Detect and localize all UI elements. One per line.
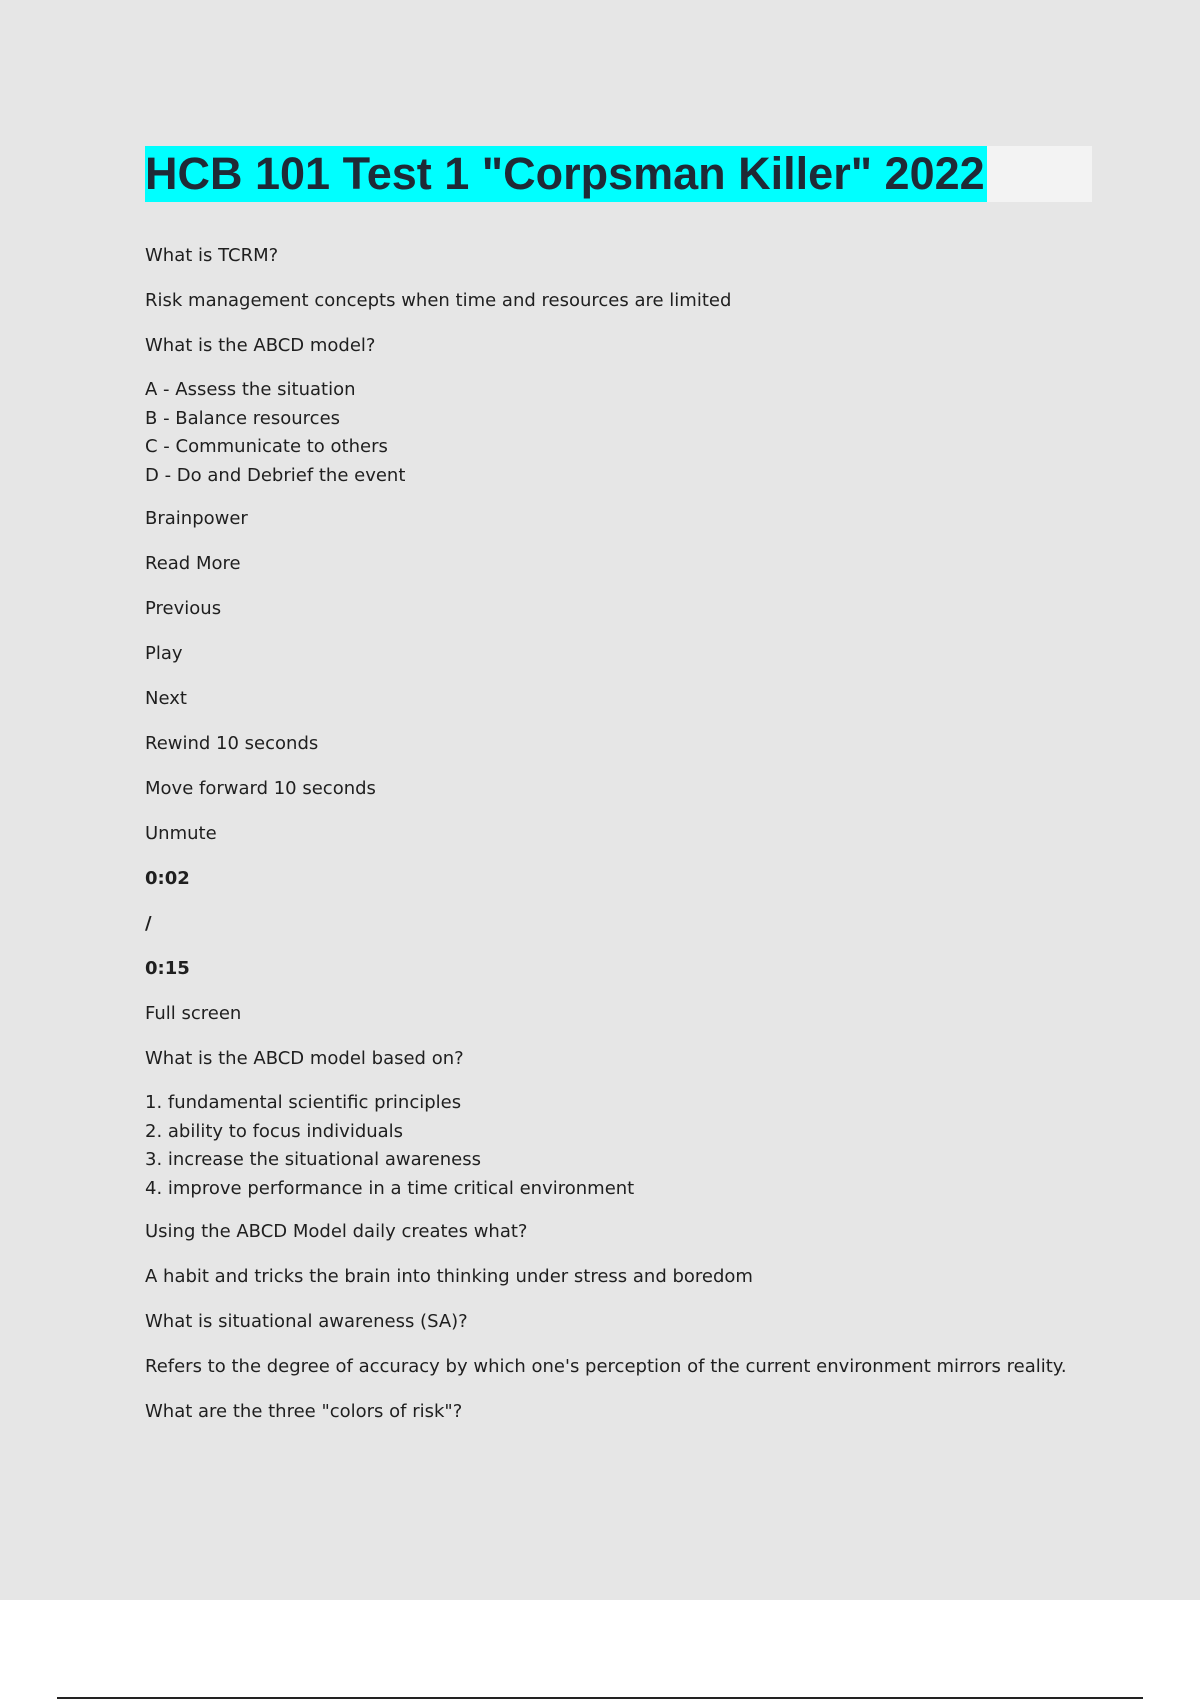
answer-list-item: A - Assess the situation bbox=[145, 379, 356, 400]
answer-list bbox=[145, 1089, 1105, 1203]
rewind-text: Rewind 10 seconds bbox=[145, 733, 319, 754]
duration-time: 0:15 bbox=[145, 958, 190, 979]
document-body bbox=[145, 244, 1105, 1445]
answer-list-item: 1. fundamental scientific principles bbox=[145, 1092, 462, 1113]
answer-text: Risk management concepts when time and resources are limited bbox=[145, 290, 732, 311]
forward-text: Move forward 10 seconds bbox=[145, 778, 376, 799]
previous-text: Previous bbox=[145, 598, 222, 619]
unmute-text: Unmute bbox=[145, 823, 217, 844]
read-more-text: Read More bbox=[145, 553, 241, 574]
footer-divider bbox=[57, 1697, 1143, 1699]
answer-list-item: D - Do and Debrief the event bbox=[145, 464, 406, 486]
question-text: What is the ABCD model based on? bbox=[145, 1048, 464, 1069]
question-text: Using the ABCD Model daily creates what? bbox=[145, 1221, 528, 1242]
play-text: Play bbox=[145, 643, 183, 664]
answer-list-item: 4. improve performance in a time critical environment bbox=[145, 1177, 635, 1199]
current-time: 0:02 bbox=[145, 868, 190, 889]
next-text: Next bbox=[145, 688, 187, 709]
brainpower-label: Brainpower bbox=[145, 508, 248, 529]
question-text: What is TCRM? bbox=[145, 245, 279, 266]
question-text: What is the ABCD model? bbox=[145, 335, 376, 356]
question-text: What is situational awareness (SA)? bbox=[145, 1311, 468, 1332]
page-title: HCB 101 Test 1 "Corpsman Killer" 2022 bbox=[145, 146, 987, 202]
answer-list-item: C - Communicate to others bbox=[145, 436, 388, 457]
full-screen-text: Full screen bbox=[145, 1003, 242, 1024]
answer-list-item: 3. increase the situational awareness bbox=[145, 1149, 481, 1170]
answer-list-item: B - Balance resources bbox=[145, 407, 341, 429]
answer-list bbox=[145, 376, 1105, 490]
answer-list-item: 2. ability to focus individuals bbox=[145, 1120, 404, 1142]
time-separator: / bbox=[145, 913, 152, 934]
answer-text: A habit and tricks the brain into thinking under stress and boredom bbox=[145, 1266, 753, 1287]
question-text: What are the three "colors of risk"? bbox=[145, 1401, 463, 1422]
answer-text: Refers to the degree of accuracy by which one's perception of the current environment mirrors reality. bbox=[145, 1356, 1067, 1377]
